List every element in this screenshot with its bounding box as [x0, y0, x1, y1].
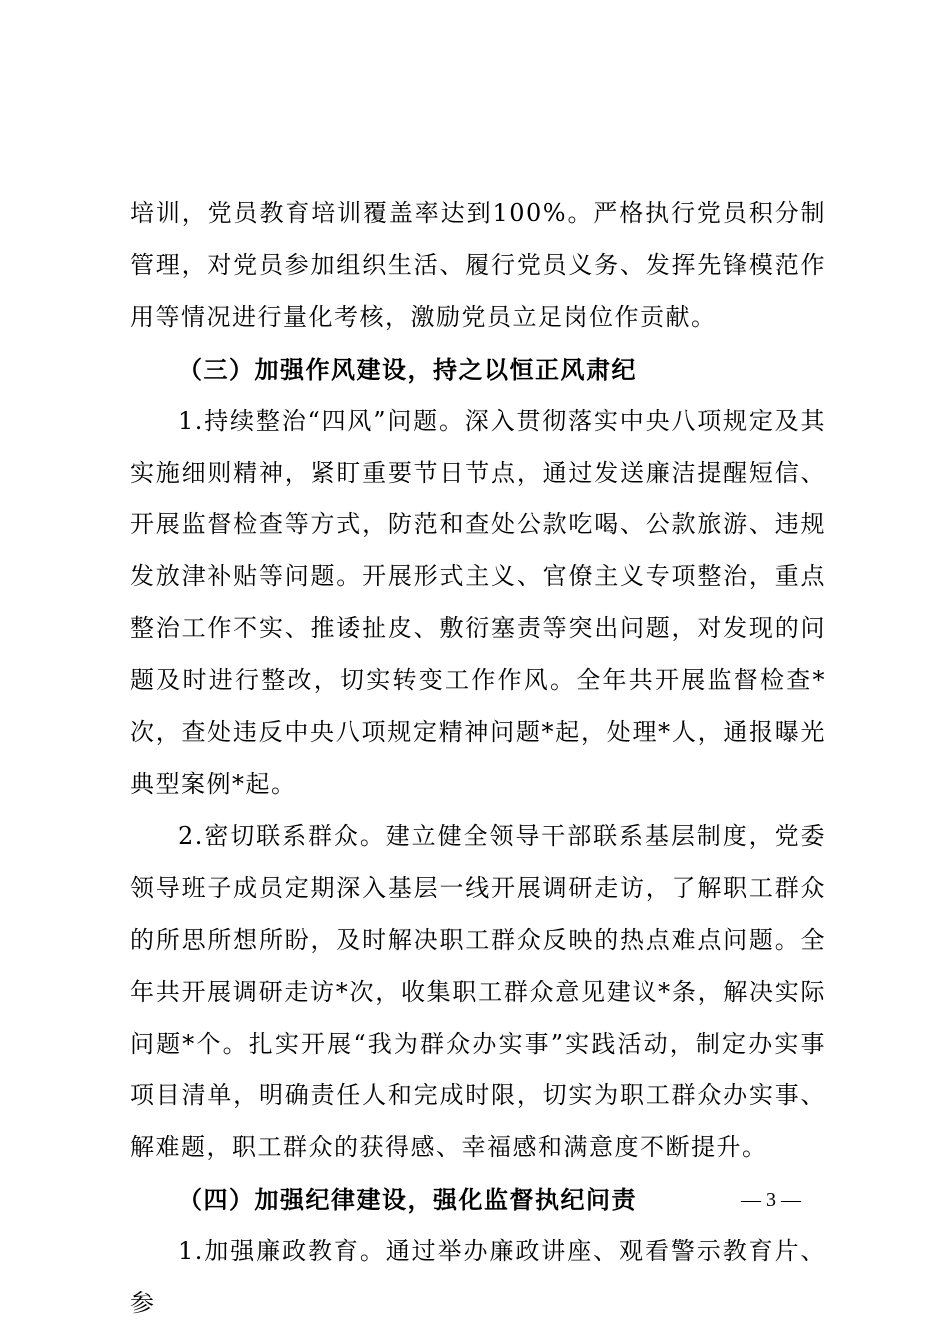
section-heading-four: （四）加强纪律建设，强化监督执纪问责 — [178, 1185, 637, 1215]
paragraph-integrity-education: 1.加强廉政教育。通过举办廉政讲座、观看警示教育片、参 — [130, 1237, 826, 1318]
body-text — [130, 188, 826, 1330]
paragraph-four-winds: 1.持续整治“四风”问题。深入贯彻落实中央八项规定及其实施细则精神，紧盯重要节日节点，通过发送廉洁提醒短信、开展监督检查等方式，防范和查处公款吃喝、公款旅游、违规发放津补贴等问题。开展形式主义、官僚主义专项整治，重点整治工作不实、推诿扯皮、敷衍塞责等突出问题，对发现的问题及时进行整改，切实转变工作作风。全年共开展监督检查*次，查处违反中央八项规定精神问题*起，处理*人，通报曝光典型案例*起。 — [130, 406, 826, 798]
page-number: — 3 — — [741, 1189, 801, 1211]
section-heading-three: （三）加强作风建设，持之以恒正风肃纪 — [178, 354, 637, 384]
paragraph-contact-masses: 2.密切联系群众。建立健全领导干部联系基层制度，党委领导班子成员定期深入基层一线开展调研走访，了解职工群众的所思所想所盼，及时解决职工群众反映的热点难点问题。全年共开展调研走访*次，收集职工群众意见建议*条，解决实际问题*个。扎实开展“我为群众办实事”实践活动，制定办实事项目清单，明确责任人和完成时限，切实为职工群众办实事、解难题，职工群众的获得感、幸福感和满意度不断提升。 — [130, 821, 826, 1162]
paragraph-continuation: 培训，党员教育培训覆盖率达到100%。严格执行党员积分制管理，对党员参加组织生活、履行党员义务、发挥先锋模范作用等情况进行量化考核，激励党员立足岗位作贡献。 — [130, 199, 826, 331]
